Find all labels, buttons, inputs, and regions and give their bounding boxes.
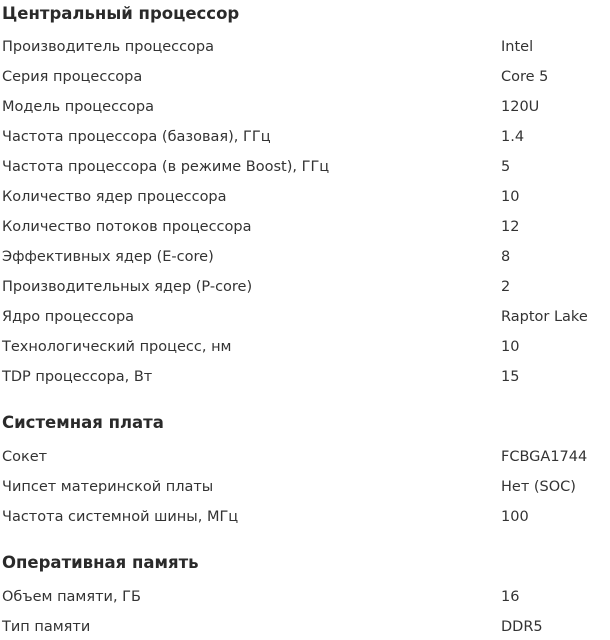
spec-row: [0, 185, 610, 209]
spec-row: [0, 445, 610, 469]
spec-value: 120U: [501, 99, 540, 115]
spec-label: Чипсет материнской платы: [2, 479, 214, 495]
spec-value: DDR5: [501, 619, 543, 635]
spec-label: Технологический процесс, нм: [2, 339, 232, 355]
spec-row: [0, 305, 610, 329]
spec-row: [0, 215, 610, 239]
spec-label: TDP процессора, Вт: [2, 369, 153, 385]
spec-value: 5: [501, 159, 511, 175]
spec-label: Эффективных ядер (E-core): [2, 249, 214, 265]
spec-label: Серия процессора: [2, 69, 143, 85]
spec-row: [0, 365, 610, 389]
spec-value: 10: [501, 339, 520, 355]
spec-row: [0, 95, 610, 119]
spec-row: [0, 585, 610, 609]
spec-row: [0, 615, 610, 639]
spec-label: Частота процессора (в режиме Boost), ГГц: [2, 159, 330, 175]
spec-value: FCBGA1744: [501, 449, 588, 465]
spec-row: [0, 475, 610, 499]
spec-label: Производитель процессора: [2, 39, 215, 55]
spec-row: [0, 245, 610, 269]
section-title-cpu: Центральный процессор: [2, 4, 240, 23]
spec-value: 8: [501, 249, 511, 265]
spec-row: [0, 505, 610, 529]
spec-row: [0, 35, 610, 59]
spec-label: Производительных ядер (P-core): [2, 279, 253, 295]
spec-value: 100: [501, 509, 529, 525]
spec-label: Количество ядер процессора: [2, 189, 227, 205]
spec-value: 15: [501, 369, 520, 385]
section-title-memory: Оперативная память: [2, 553, 199, 572]
spec-label: Частота процессора (базовая), ГГц: [2, 129, 271, 145]
spec-value: Core 5: [501, 69, 549, 85]
spec-value: 2: [501, 279, 511, 295]
spec-value: 12: [501, 219, 520, 235]
spec-label: Частота системной шины, МГц: [2, 509, 239, 525]
spec-value: Нет (SOC): [501, 479, 576, 495]
spec-label: Сокет: [2, 449, 48, 465]
spec-row: [0, 335, 610, 359]
spec-value: 16: [501, 589, 520, 605]
spec-row: [0, 65, 610, 89]
spec-row: [0, 155, 610, 179]
spec-label: Тип памяти: [2, 619, 91, 635]
spec-label: Количество потоков процессора: [2, 219, 252, 235]
spec-label: Ядро процессора: [2, 309, 135, 325]
spec-label: Модель процессора: [2, 99, 155, 115]
spec-value: 1.4: [501, 129, 525, 145]
spec-label: Объем памяти, ГБ: [2, 589, 141, 605]
spec-value: Raptor Lake: [501, 309, 588, 325]
spec-value: 10: [501, 189, 520, 205]
section-title-motherboard: Системная плата: [2, 413, 164, 432]
spec-value: Intel: [501, 39, 534, 55]
spec-row: [0, 275, 610, 299]
spec-row: [0, 125, 610, 149]
